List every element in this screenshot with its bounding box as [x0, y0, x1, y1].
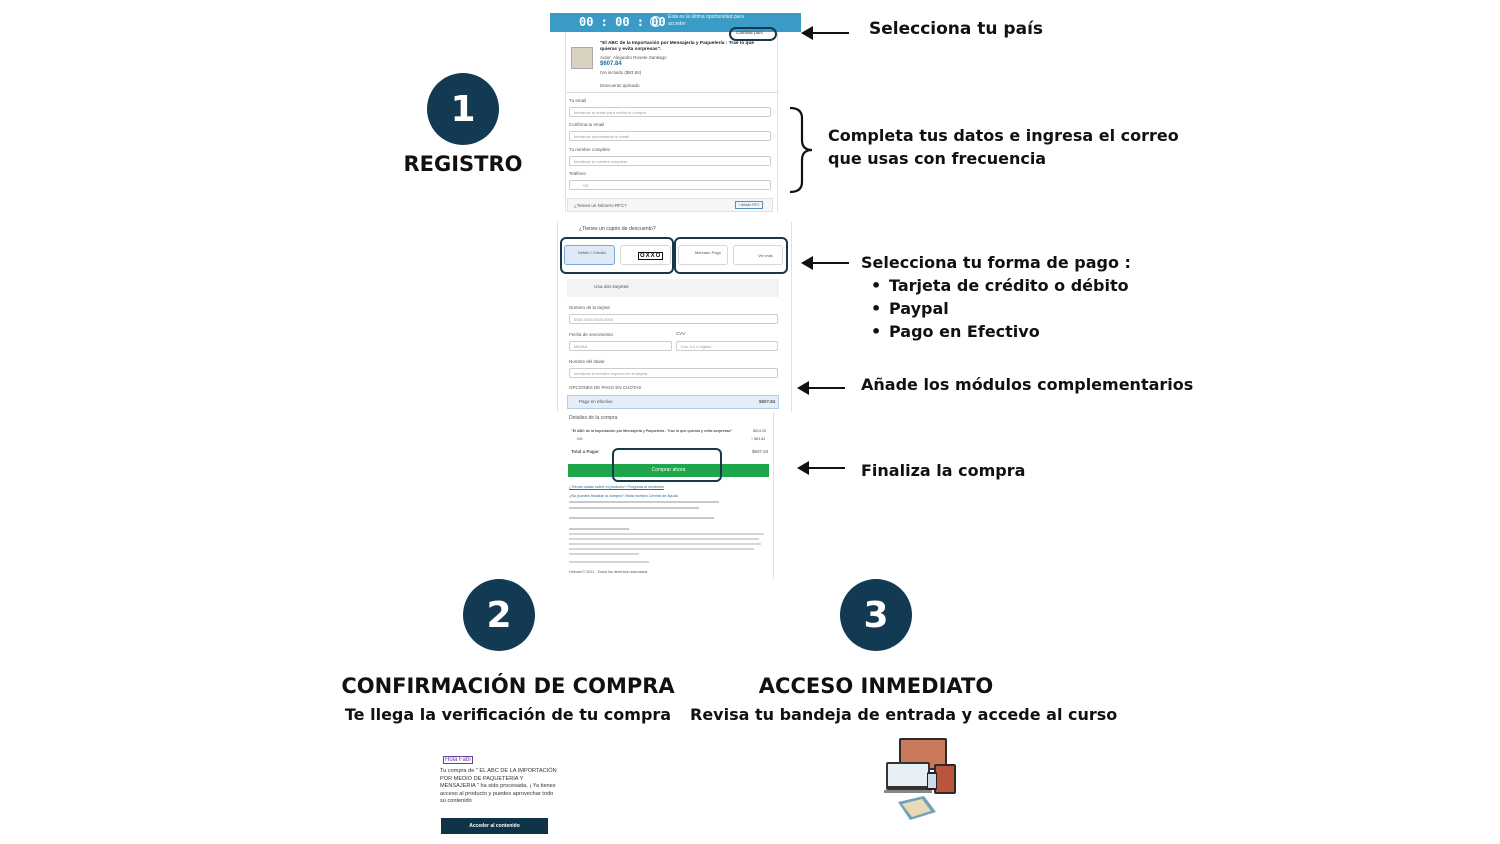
- confirm-email-placeholder: Introduce nuevamente tu email: [574, 134, 629, 139]
- payment-option: • Tarjeta de crédito o débito: [861, 274, 1131, 297]
- legal-line: [569, 548, 754, 550]
- step-3-subtitle: Revisa tu bandeja de entrada y accede al curso: [690, 705, 1118, 724]
- step-1-title: REGISTRO: [403, 152, 523, 176]
- expiry-placeholder: MM/AA: [574, 344, 588, 349]
- email-placeholder: Introduce tu email para recibir tu compra: [574, 110, 646, 115]
- card-number-field[interactable]: [569, 314, 778, 324]
- modules-note: Añade los módulos complementarios: [861, 375, 1194, 394]
- product-thumbnail-icon: [571, 47, 593, 69]
- expiry-label: Fecha de vencimiento: [569, 332, 614, 337]
- expiry-field[interactable]: [569, 341, 672, 351]
- payment-option: • Pago en Efectivo: [861, 320, 1131, 343]
- email-label: Tu email: [569, 98, 587, 103]
- step-2-number: 2: [486, 594, 512, 636]
- pay-more-label: Ver más: [758, 253, 773, 258]
- step-3-number: 3: [863, 594, 889, 636]
- add-rfc-button[interactable]: + Añadir RFC: [735, 201, 763, 209]
- legal-line: [569, 528, 629, 530]
- copyright: Hotmart © 2021 - Todos los derechos reservados: [569, 570, 648, 574]
- step-2-title: CONFIRMACIÓN DE COMPRA: [341, 674, 675, 698]
- checkout-screenshot: [557, 13, 793, 579]
- arrow-left-icon: [803, 32, 849, 34]
- product-price: $607.84: [600, 61, 622, 67]
- holder-field[interactable]: [569, 368, 778, 378]
- detail-tax: IVA: [577, 437, 583, 441]
- phone-code: +52: [582, 183, 589, 188]
- holder-label: Nombre del titular: [569, 359, 605, 364]
- rfc-question: ¿Tienes un Número RFC?: [574, 203, 627, 208]
- country-highlight: [729, 27, 777, 41]
- name-placeholder: Introduce tu nombre completo: [574, 159, 628, 164]
- divider: [565, 92, 779, 93]
- cvv-placeholder: Con 3 o 4 dígitos: [681, 344, 712, 349]
- arrow-left-icon: [799, 387, 845, 389]
- pay-oxxo-label: OXXO: [640, 253, 662, 259]
- support-line: [569, 507, 699, 509]
- support-line: [569, 517, 714, 519]
- phone-label: Teléfono: [569, 171, 587, 176]
- confirm-email-label: Confirma tu email: [569, 122, 605, 127]
- product-author: Autor: Alejandro Rosete Santiago: [600, 55, 667, 60]
- cvv-field[interactable]: [676, 341, 778, 351]
- buy-highlight: [612, 448, 722, 482]
- detail-tax-amount: + $83.84: [751, 437, 766, 441]
- mock-frame: [773, 412, 774, 579]
- pay-debit-label: Débito / Crédito: [578, 250, 606, 255]
- mock-frame: [565, 32, 566, 212]
- legal-line: [569, 553, 639, 555]
- step-3-title: ACCESO INMEDIATO: [758, 674, 994, 698]
- email-body: Tu compra de " EL ABC DE LA IMPORTACIÓN POR MEDIO DE PAQUETERIA Y MENSAJERIA " ha sido procesada, ¡ Ya tienes acceso al producto y puedes aprovechar todo su contenido: [440, 768, 557, 804]
- support-line: [569, 501, 719, 503]
- details-heading: Detalles de la compra: [569, 415, 618, 421]
- finish-note: Finaliza la compra: [861, 461, 1026, 480]
- legal-line: [569, 561, 649, 563]
- cvv-label: CVV: [676, 331, 686, 336]
- email-field[interactable]: [569, 107, 771, 117]
- payment-options-list: [861, 274, 1131, 343]
- change-country-link[interactable]: Cambiar país: [736, 30, 763, 35]
- support-text[interactable]: ¿No puedes finalizar la compra? Visita nuestra Central de Ayuda: [569, 494, 678, 498]
- installments-label: OPCIONES DE PAGO EN CUOTAS: [569, 385, 642, 390]
- payment-heading: Selecciona tu forma de pago :: [861, 253, 1131, 272]
- arrow-left-icon: [803, 262, 849, 264]
- step-2-subtitle: Te llega la verificación de tu compra: [344, 705, 672, 724]
- step-1-number: 1: [450, 88, 476, 130]
- offer-text: Esta es la última oportunidad para acceder: [668, 14, 744, 27]
- mock-frame: [777, 32, 778, 212]
- access-content-button[interactable]: Acceder al contenido: [441, 818, 548, 834]
- step-2-circle: [463, 579, 535, 651]
- total-amount: $607.84: [752, 449, 769, 454]
- card-payment-highlight: [560, 237, 674, 274]
- total-label: Total a Pagar: [571, 449, 599, 454]
- mock-frame: [791, 222, 792, 412]
- step-1-circle: [427, 73, 499, 145]
- other-payment-highlight: [674, 237, 788, 274]
- email-greeting: Hola Fabi: [445, 757, 471, 763]
- legal-line: [569, 533, 764, 535]
- pay-mercado-label: Mercado Pago: [695, 250, 722, 255]
- cash-option-label: Pago en efectivo: [579, 399, 613, 404]
- tax-note: IVA incluido ($83.84): [600, 70, 642, 75]
- detail-item-amount: $524.00: [753, 429, 766, 433]
- countdown-timer: 00 : 00 : 00: [579, 15, 666, 29]
- card-number-label: Número de la tarjeta: [569, 305, 610, 310]
- phone-field[interactable]: [569, 180, 771, 190]
- help-link[interactable]: ¿Tienes dudas sobre el producto? Pregunta al vendedor: [569, 485, 664, 489]
- legal-line: [569, 538, 759, 540]
- arrow-left-icon: [799, 467, 845, 469]
- clock-icon: [650, 16, 661, 27]
- discount-applied: Descuento aplicado: [600, 83, 640, 88]
- curly-brace-icon: [788, 106, 814, 194]
- detail-item: "El ABC de la Importación por Mensajería y Paquetería : Trae lo que quieras y evita sorpresas": [571, 429, 733, 433]
- holder-placeholder: Introduce el nombre impreso en la tarjeta: [574, 371, 647, 376]
- payment-option: • Paypal: [861, 297, 1131, 320]
- email-preview: [438, 752, 558, 837]
- confirm-email-field[interactable]: [569, 131, 771, 141]
- two-cards-label: Usa dos tarjetas: [594, 285, 629, 290]
- devices-icon: [884, 736, 960, 824]
- legal-line: [569, 543, 761, 545]
- product-title: "El ABC de la Importación por Mensajería y Paquetería : Trae lo que quieras y evita sorpresas".: [600, 41, 755, 52]
- buy-now-button[interactable]: Comprar ahora: [568, 464, 769, 477]
- mock-frame: [557, 222, 558, 412]
- name-label: Tu nombre completo: [569, 147, 611, 152]
- name-field[interactable]: [569, 156, 771, 166]
- data-note-line1: Completa tus datos e ingresa el correo: [828, 126, 1179, 145]
- coupon-link[interactable]: ¿Tienes un cupón de descuento?: [579, 226, 656, 232]
- cash-option-amount: $607.84: [759, 399, 776, 404]
- card-number-placeholder: 0000 0000 0000 0000: [574, 317, 613, 322]
- step-3-circle: [840, 579, 912, 651]
- data-note-line2: que usas con frecuencia: [828, 149, 1047, 168]
- country-note: Selecciona tu país: [869, 19, 1044, 39]
- payment-note: [861, 251, 1131, 343]
